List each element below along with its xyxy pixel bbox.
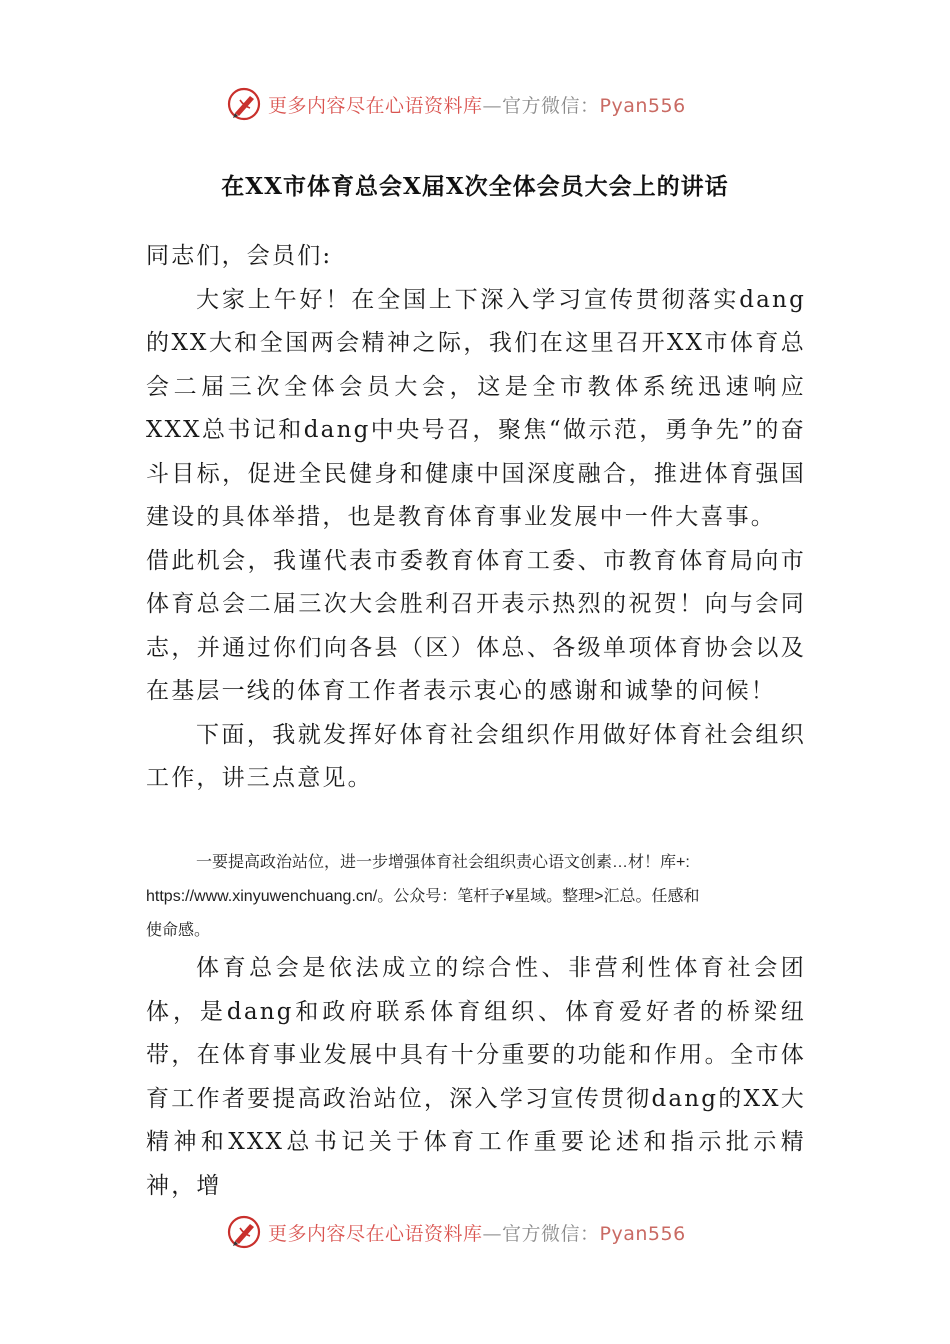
banner-dash: — [482,1222,503,1245]
banner-label: 官方微信： [502,94,600,117]
body-section-1 [146,235,806,801]
pen-logo-icon [226,1214,262,1250]
body-section-2 [146,947,806,1208]
banner-wechat-id: Pyan556 [599,94,686,117]
paragraph-greeting: 大家上午好！在全国上下深入学习宣传贯彻落实dang的XX大和全国两会精神之际，我们在这里召开XX市体育总会二届三次全体会员大会，这是全市教体系统迅速响应XXX总书记和dang中央号召，聚焦“做示范，勇争先”的奋斗目标，促进全民健身和健康中国深度融合，推进体育强国建设的具体举措，也是教育体育事业发展中一件大喜事。 [146,286,806,530]
heading-line-1: 一要提高政治站位，进一步增强体育社会组织责心语文创素…材！库+: [196,854,690,871]
banner-slogan: 更多内容尽在心语资料库 [268,94,483,117]
footer-banner [0,1212,950,1252]
heading-line-3: 使命感。 [146,922,211,939]
banner-slogan: 更多内容尽在心语资料库 [268,1222,483,1245]
pen-logo-icon [226,86,262,122]
heading-line-2: https://www.xinyuwenchuang.cn/。公众号：笔杆子¥星域。整理>汇总。任感和 [146,888,700,905]
paragraph-intro: 下面，我就发挥好体育社会组织作用做好体育社会组织工作，讲三点意见。 [146,721,806,791]
header-banner [0,84,950,124]
banner-dash: — [482,94,503,117]
paragraph-congrats: 借此机会，我谨代表市委教育体育工委、市教育体育局向市体育总会二届三次大会胜利召开表示热烈的祝贺！向与会同志，并通过你们向各县（区）体总、各级单项体育协会以及在基层一线的体育工作者表示衷心的感谢和诚挚的问候！ [146,547,806,704]
paragraph-federation: 体育总会是依法成立的综合性、非营利性体育社会团体，是dang和政府联系体育组织、体育爱好者的桥梁纽带，在体育事业发展中具有十分重要的功能和作用。全市体育工作者要提高政治站位，深入学习宣传贯彻dang的XX大精神和XXX总书记关于体育工作重要论述和指示批示精神，增 [146,955,806,1199]
banner-text [268,91,686,118]
banner-label: 官方微信： [502,1222,600,1245]
salutation: 同志们，会员们: [146,243,333,269]
document-title: 在XX市体育总会X届X次全体会员大会上的讲话 [221,173,729,200]
section-heading-one [146,846,806,948]
banner-text [268,1219,686,1246]
banner-wechat-id: Pyan556 [599,1222,686,1245]
